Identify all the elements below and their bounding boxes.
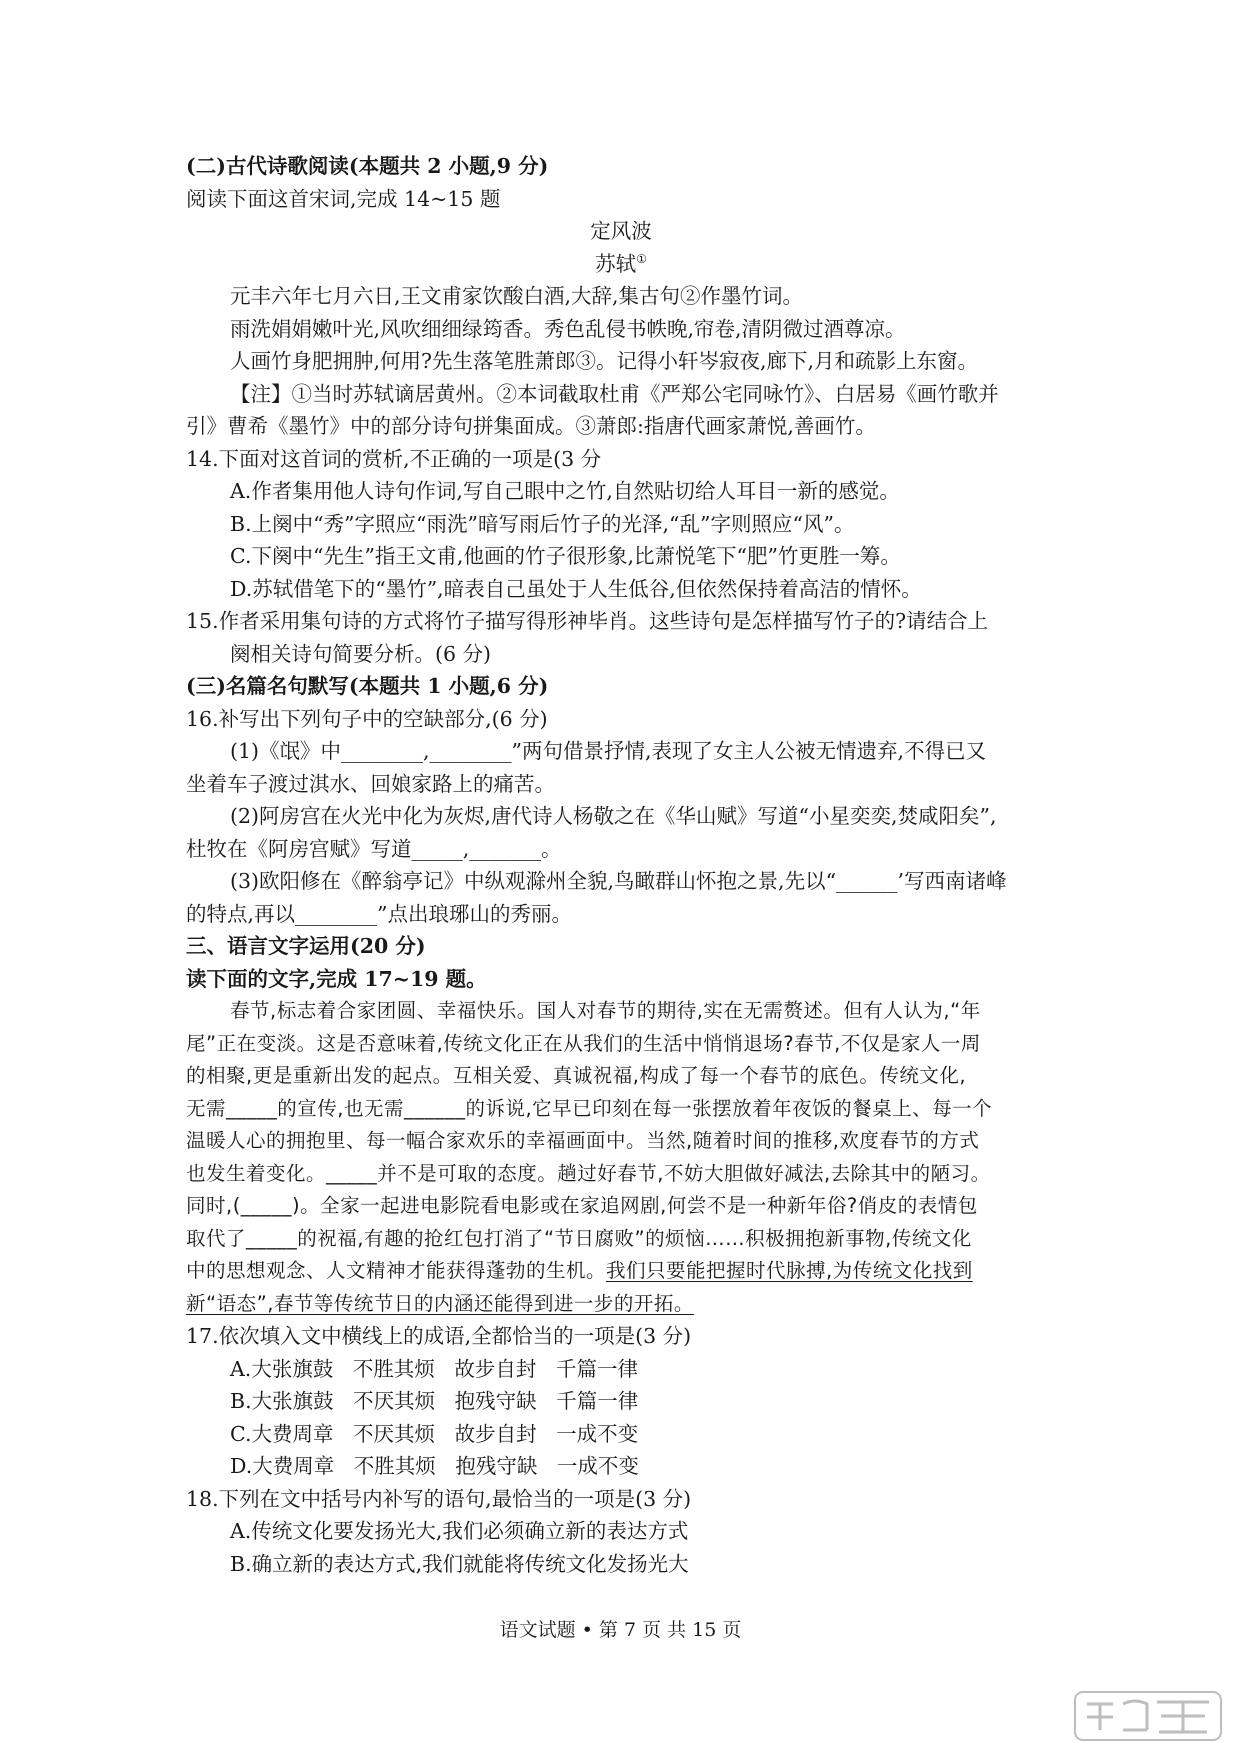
question-16-part-1-line-1: (1)《氓》中________,________”两句借景抒情,表现了女主人公被无情遗弃,不得已又 — [230, 739, 987, 763]
question-17-stem: 17.依次填入文中横线上的成语,全都恰当的一项是(3 分) — [186, 1324, 692, 1348]
passage-line: 尾”正在变淡。这是否意味着,传统文化正在从我们的生活中悄悄退场?春节,不仅是家人一周 — [186, 1031, 981, 1055]
poem-line-2: 人画竹身肥拥肿,何用?先生落笔胜萧郎③。记得小轩岑寂夜,廊下,月和疏影上东窗。 — [230, 349, 979, 373]
underlined-sentence-part-2: 新“语态”,春节等传统节日的内涵还能得到进一步的开拓。 — [186, 1291, 694, 1315]
question-16-part-3-line-2: 的特点,再以________”点出琅琊山的秀丽。 — [186, 901, 572, 926]
page-footer: 语文试题 • 第 7 页 共 15 页 — [499, 1619, 742, 1641]
question-18-stem: 18.下列在文中括号内补写的语句,最恰当的一项是(3 分) — [186, 1486, 692, 1511]
passage-line-text: 中的思想观念、人文精神才能获得蓬勃的生机。 — [186, 1259, 607, 1282]
poem-author-line — [186, 248, 1056, 281]
passage-line: 取代了_____的祝福,有趣的抢红包打消了“节日腐败”的烦恼……积极拥抱新事物,传统文化 — [186, 1226, 972, 1250]
passage-line: 也发生着变化。_____并不是可取的态度。趟过好春节,不妨大胆做好减法,去除其中的陋习。 — [186, 1161, 991, 1185]
question-17-option-d: D.大费周章 不胜其烦 抱残守缺 一成不变 — [230, 1454, 639, 1478]
question-16-part-3-line-1: (3)欧阳修在《醉翁亭记》中纵观滁州全貌,鸟瞰群山怀抱之景,先以“______’写西南诸峰 — [230, 869, 1007, 893]
question-14-option-d: D.苏轼借笔下的“墨竹”,暗表自己虽处于人生低谷,但依然保持着高洁的情怀。 — [230, 576, 922, 601]
question-14-option-b: B.上阕中“秀”字照应“雨洗”暗写雨后竹子的光泽,“乱”字则照应“风”。 — [230, 511, 855, 536]
underlined-sentence-part-1: 我们只要能把握时代脉搏,为传统文化找到 — [606, 1259, 973, 1282]
passage-line — [186, 1255, 1056, 1288]
poem-line-1: 雨洗娟娟嫩叶光,风吹细细绿筠香。秀色乱侵书帙晚,帘卷,清阴微过酒尊凉。 — [230, 316, 906, 341]
question-18-option-a: A.传统文化要发扬光大,我们必须确立新的表达方式 — [230, 1519, 689, 1543]
question-14-option-a: A.作者集用他人诗句作词,写自己眼中之竹,自然贴切给人耳目一新的感觉。 — [230, 479, 900, 503]
question-16-stem: 16.补写出下列句子中的空缺部分,(6 分) — [186, 706, 548, 731]
question-17-option-c: C.大费周章 不厌其烦 故步自封 一成不变 — [230, 1421, 639, 1446]
poem-note-1: 【注】①当时苏轼谪居黄州。②本词截取杜甫《严郑公宅同咏竹》、白居易《画竹歌并 — [230, 381, 999, 406]
exam-page — [186, 150, 1056, 1580]
passage-line: 无需_____的宣传,也无需______的诉说,它早已印刻在每一张摆放着年夜饭的餐桌上、每一个 — [186, 1096, 993, 1120]
poem-preface: 元丰六年七月六日,王文甫家饮酸白酒,大辞,集古句②作墨竹词。 — [230, 284, 804, 308]
question-16-part-2-line-1: (2)阿房宫在火光中化为灰烬,唐代诗人杨敬之在《华山赋》写道“小星奕奕,焚咸阳矣”, — [230, 804, 997, 828]
section-heading-recitation: (三)名篇名句默写(本题共 1 小题,6 分) — [186, 674, 549, 698]
question-15-line-2: 阕相关诗句简要分析。(6 分) — [230, 641, 492, 666]
passage-line: 春节,标志着合家团圆、幸福快乐。国人对春节的期待,实在无需赘述。但有人认为,“年 — [230, 999, 981, 1022]
author-note-mark: ① — [636, 251, 647, 266]
question-16-part-2-line-2: 杜牧在《阿房宫赋》写道_____,_______。 — [186, 836, 562, 861]
passage-line: 温暖人心的拥抱里、每一幅合家欢乐的幸福画面中。当然,随着时间的推移,欢度春节的方式 — [186, 1129, 980, 1152]
watermark-stamp-icon — [1073, 1690, 1223, 1742]
poem-note-2: 引》曹希《墨竹》中的部分诗句拼集面成。③萧郎:指唐代画家萧悦,善画竹。 — [186, 414, 876, 438]
passage-line: 的相聚,更是重新出发的起点。互相关爱、真诚祝福,构成了每一个春节的底色。传统文化, — [186, 1064, 967, 1087]
question-17-option-a: A.大张旗鼓 不胜其烦 故步自封 千篇一律 — [230, 1356, 638, 1381]
poetry-instruction: 阅读下面这首宋词,完成 14~15 题 — [186, 186, 501, 211]
passage-line: 同时,(_____)。全家一起进电影院看电影或在家追网剧,何尝不是一种新年俗?俏皮的表情包 — [186, 1194, 978, 1217]
poem-title: 定风波 — [590, 219, 652, 243]
part-heading-language: 三、语言文字运用(20 分) — [186, 934, 426, 958]
question-16-part-1-line-2: 坐着车子渡过淇水、回娘家路上的痛苦。 — [186, 771, 555, 796]
reading-passage — [186, 995, 1056, 1320]
question-15-line-1: 15.作者采用集句诗的方式将竹子描写得形神毕肖。这些诗句是怎样描写竹子的?请结合上 — [186, 609, 989, 633]
question-17-option-b: B.大张旗鼓 不厌其烦 抱残守缺 千篇一律 — [230, 1389, 639, 1413]
section-heading-poetry: (二)古代诗歌阅读(本题共 2 小题,9 分) — [186, 154, 549, 178]
poem-author: 苏轼 — [595, 251, 637, 276]
question-14-stem: 14.下面对这首词的赏析,不正确的一项是(3 分 — [186, 446, 602, 471]
question-14-option-c: C.下阕中“先生”指王文甫,他画的竹子很形象,比萧悦笔下“肥”竹更胜一筹。 — [230, 544, 901, 568]
question-18-option-b: B.确立新的表达方式,我们就能将传统文化发扬光大 — [230, 1551, 689, 1576]
passage-instruction: 读下面的文字,完成 17~19 题。 — [186, 966, 487, 991]
